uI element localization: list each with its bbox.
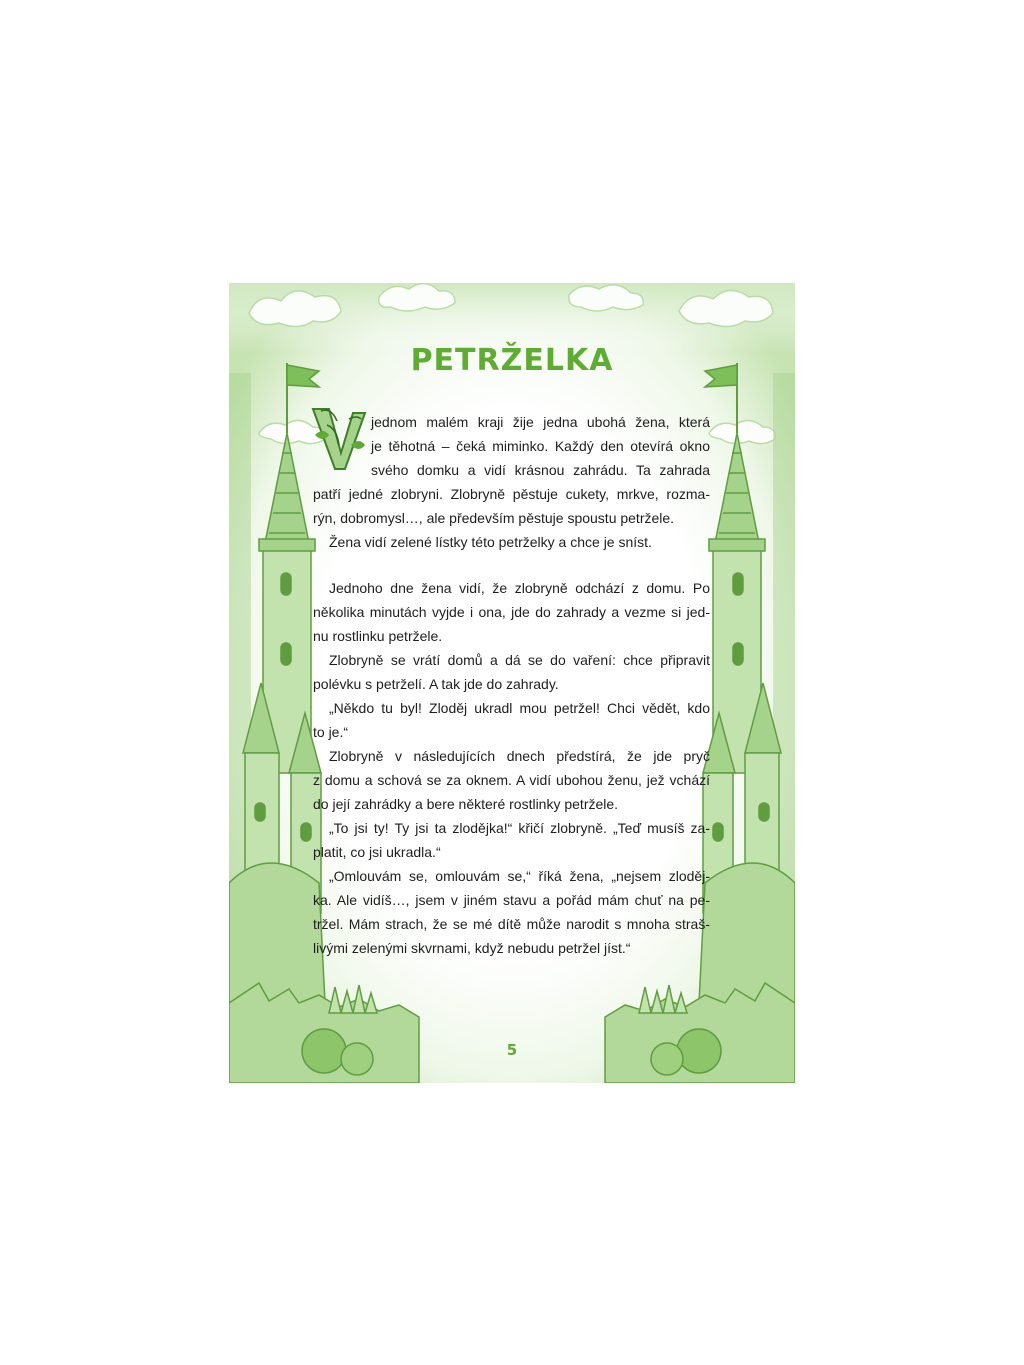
text-line: polévku s petrželí. A tak jde do zahrady. — [313, 676, 559, 692]
text-line: patří jedné zlobryni. Zlobryně pěstuje cukety, mrkve, rozma- — [313, 486, 710, 502]
text-line: několika minutách vyjde i ona, jde do zahrady a vezme si jed- — [313, 604, 710, 620]
story-title: PETRŽELKA — [410, 343, 614, 378]
story-text — [313, 410, 710, 960]
text-line: do její zahrádky a bere některé rostlinky petržele. — [313, 796, 619, 812]
book-page — [229, 283, 795, 1083]
text-line: „Někdo tu byl! Zloděj ukradl mou petržel! Chci vědět, kdo — [329, 700, 710, 716]
text-line: ka. Ale vidíš…, jsem v jiném stavu a pořád mám chuť na pe- — [313, 892, 710, 908]
text-line: Zlobryně se vrátí domů a dá se do vaření: chce připravit — [329, 652, 710, 668]
text-line: Zlobryně v následujících dnech předstírá, že jde pryč — [329, 748, 710, 764]
text-line: z domu a schová se za oknem. A vidí ubohou ženu, jež vchází — [313, 772, 710, 788]
text-line: rýn, dobromysl…, ale především pěstuje spoustu petržele. — [313, 510, 675, 526]
text-line: jednom malém kraji žije jedna ubohá žena, která — [371, 414, 710, 430]
text-line: Žena vidí zelené lístky této petrželky a chce je sníst. — [329, 534, 652, 550]
text-line: „Omlouvám se, omlouvám se,“ říká žena, „nejsem zloděj- — [329, 868, 710, 884]
text-line: to je.“ — [313, 724, 349, 740]
text-line: Jednoho dne žena vidí, že zlobryně odchází z domu. Po — [329, 580, 710, 596]
text-line: „To jsi ty! Ty jsi ta zlodějka!“ křičí zlobryně. „Teď musíš za- — [329, 820, 710, 836]
text-line: platit, co jsi ukradla.“ — [313, 844, 441, 860]
text-line: je těhotná – čeká miminko. Každý den otevírá okno — [371, 438, 710, 454]
text-line: nu rostlinku petržele. — [313, 628, 443, 644]
text-line: svého domku a vidí krásnou zahrádu. Ta zahrada — [371, 462, 710, 478]
text-line: livými zelenými skvrnami, když nebudu petržel jíst.“ — [313, 940, 631, 956]
page-number: 5 — [506, 1041, 518, 1059]
text-line: tržel. Mám strach, že se mé dítě může narodit s mnoha straš- — [313, 916, 710, 932]
